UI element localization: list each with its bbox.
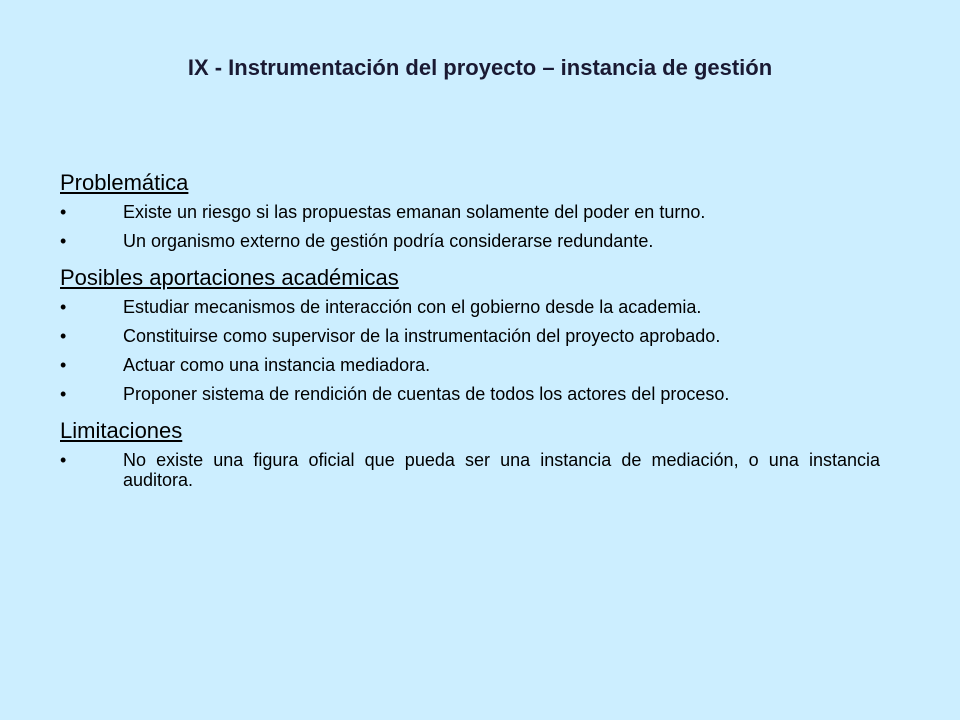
bullet-marker: •	[60, 450, 67, 470]
bullet-list	[60, 297, 880, 404]
bullet-item	[60, 384, 880, 404]
bullet-text: No existe una figura oficial que pueda ser una instancia de mediación, o una instancia auditora.	[123, 450, 880, 490]
section-heading: Limitaciones	[60, 418, 183, 443]
section-aportaciones	[60, 263, 880, 404]
section-limitaciones	[60, 416, 880, 490]
bullet-marker: •	[60, 326, 67, 346]
slide-content	[60, 168, 880, 502]
bullet-marker: •	[60, 231, 67, 251]
bullet-text: Un organismo externo de gestión podría considerarse redundante.	[123, 231, 654, 251]
section-heading: Posibles aportaciones académicas	[60, 265, 399, 290]
bullet-list	[60, 450, 880, 490]
bullet-marker: •	[60, 202, 67, 222]
bullet-marker: •	[60, 384, 67, 404]
bullet-marker: •	[60, 355, 67, 375]
bullet-item	[60, 202, 880, 222]
bullet-list	[60, 202, 880, 251]
bullet-text: Proponer sistema de rendición de cuentas de todos los actores del proceso.	[123, 384, 730, 404]
bullet-item	[60, 355, 880, 375]
bullet-text: Constituirse como supervisor de la instrumentación del proyecto aprobado.	[123, 326, 721, 346]
bullet-text: Existe un riesgo si las propuestas emanan solamente del poder en turno.	[123, 202, 706, 222]
bullet-marker: •	[60, 297, 67, 317]
bullet-item	[60, 231, 880, 251]
bullet-text: Actuar como una instancia mediadora.	[123, 355, 431, 375]
slide-title: IX - Instrumentación del proyecto – instancia de gestión	[187, 55, 773, 80]
bullet-item	[60, 297, 880, 317]
section-heading: Problemática	[60, 170, 189, 195]
bullet-item	[60, 450, 880, 490]
bullet-text: Estudiar mecanismos de interacción con el gobierno desde la academia.	[123, 297, 702, 317]
bullet-item	[60, 326, 880, 346]
section-problematica	[60, 168, 880, 251]
